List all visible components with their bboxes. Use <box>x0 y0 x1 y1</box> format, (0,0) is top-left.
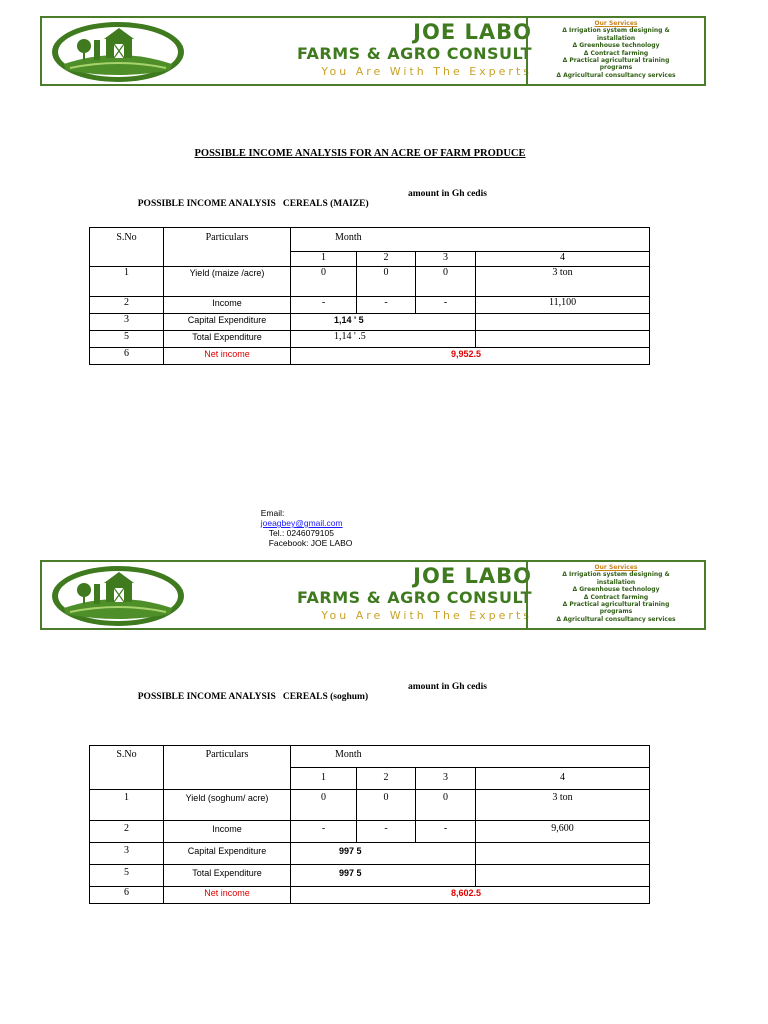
header-sno: S.No <box>90 746 164 790</box>
table-row <box>90 821 650 843</box>
service-item: installation <box>596 578 636 586</box>
cell-net-value: 8,602.5 <box>291 887 650 904</box>
facebook-text: Facebook: JOE LABO <box>268 538 353 548</box>
cell-value: 1,14 ' .5 <box>291 331 476 348</box>
row-label: Total Expenditure <box>164 865 291 887</box>
services-box <box>526 562 704 628</box>
section2-heading <box>133 682 487 712</box>
row-label: Net income <box>164 348 291 365</box>
cell-m3: 0 <box>416 267 476 297</box>
company-tagline: You Are With The Experts <box>321 609 532 622</box>
service-item: Δ Agricultural consultancy services <box>556 71 676 79</box>
cell-m3: - <box>416 297 476 314</box>
row-sno: 3 <box>90 843 164 865</box>
table-row <box>90 790 650 821</box>
services-title: Our Services <box>594 564 638 571</box>
table-row <box>90 348 650 365</box>
cell-value: 997 5 <box>291 843 476 865</box>
table-row <box>90 314 650 331</box>
header-banner <box>40 16 706 86</box>
row-sno: 5 <box>90 865 164 887</box>
services-box <box>526 18 704 84</box>
cell-m4: 3 ton <box>476 267 650 297</box>
service-item: Δ Agricultural consultancy services <box>556 615 676 623</box>
month-4: 4 <box>476 252 650 267</box>
cell-empty <box>476 865 650 887</box>
cell-m2: 0 <box>357 267 416 297</box>
section1-amount-note: amount in Gh cedis <box>408 189 487 199</box>
table-row <box>90 865 650 887</box>
month-1: 1 <box>291 768 357 790</box>
month-2: 2 <box>357 768 416 790</box>
maize-income-table <box>89 227 650 365</box>
row-label: Capital Expenditure <box>164 314 291 331</box>
row-label: Total Expenditure <box>164 331 291 348</box>
table-row <box>90 331 650 348</box>
table-row <box>90 843 650 865</box>
section2-amount-note: amount in Gh cedis <box>408 682 487 692</box>
company-name: JOE LABO <box>413 20 532 44</box>
service-item: programs <box>599 64 633 72</box>
company-tagline: You Are With The Experts <box>321 65 532 78</box>
cell-m2: - <box>357 297 416 314</box>
farm-logo-icon <box>50 564 186 628</box>
service-item: Δ Greenhouse technology <box>572 42 660 50</box>
cell-m1: 0 <box>291 790 357 821</box>
cell-empty <box>476 314 650 331</box>
tel-text: Tel.: 0246079105 <box>268 528 334 538</box>
month-3: 3 <box>416 768 476 790</box>
row-label: Capital Expenditure <box>164 843 291 865</box>
section1-heading-text: POSSIBLE INCOME ANALYSIS CEREALS (MAIZE) <box>137 199 369 209</box>
row-label: Yield (maize /acre) <box>164 267 291 297</box>
cell-m4: 11,100 <box>476 297 650 314</box>
soghum-income-table <box>89 745 650 904</box>
row-sno: 3 <box>90 314 164 331</box>
service-item: Δ Irrigation system designing & <box>562 27 670 35</box>
cell-empty <box>476 331 650 348</box>
month-1: 1 <box>291 252 357 267</box>
table-row <box>90 887 650 904</box>
header-month: Month <box>291 746 650 768</box>
service-item: installation <box>596 34 636 42</box>
cell-m4: 9,600 <box>476 821 650 843</box>
row-sno: 6 <box>90 887 164 904</box>
header-particulars: Particulars <box>164 746 291 790</box>
header-sno: S.No <box>90 228 164 267</box>
header-particulars: Particulars <box>164 228 291 267</box>
row-label: Income <box>164 297 291 314</box>
service-item: Δ Practical agricultural training <box>562 601 670 609</box>
service-item: Δ Greenhouse technology <box>572 586 660 594</box>
cell-m3: 0 <box>416 790 476 821</box>
month-2: 2 <box>357 252 416 267</box>
row-label: Net income <box>164 887 291 904</box>
row-sno: 1 <box>90 790 164 821</box>
page-title: POSSIBLE INCOME ANALYSIS FOR AN ACRE OF FARM PRODUCE <box>194 148 526 159</box>
row-sno: 2 <box>90 297 164 314</box>
service-item: programs <box>599 608 633 616</box>
company-subtitle: FARMS & AGRO CONSULT <box>296 588 532 607</box>
contact-footer <box>256 498 352 548</box>
month-3: 3 <box>416 252 476 267</box>
cell-m2: 0 <box>357 790 416 821</box>
cell-m3: - <box>416 821 476 843</box>
brand-block <box>192 564 532 624</box>
service-item: Δ Contract farming <box>583 593 649 601</box>
email-label: Email: <box>260 508 285 518</box>
farm-logo-icon <box>50 20 186 84</box>
header-month: Month <box>291 228 650 252</box>
cell-empty <box>476 843 650 865</box>
cell-net-value: 9,952.5 <box>291 348 650 365</box>
service-item: Δ Practical agricultural training <box>562 57 670 65</box>
month-4: 4 <box>476 768 650 790</box>
cell-m1: 0 <box>291 267 357 297</box>
cell-m2: - <box>357 821 416 843</box>
row-label: Yield (soghum/ acre) <box>164 790 291 821</box>
cell-m1: - <box>291 297 357 314</box>
section1-heading <box>133 189 487 219</box>
header-banner-2 <box>40 560 706 630</box>
service-item: Δ Contract farming <box>583 49 649 57</box>
services-title: Our Services <box>594 20 638 27</box>
table-row <box>90 267 650 297</box>
row-sno: 1 <box>90 267 164 297</box>
cell-m1: - <box>291 821 357 843</box>
section2-heading-text: POSSIBLE INCOME ANALYSIS CEREALS (soghum) <box>137 692 369 702</box>
service-item: Δ Irrigation system designing & <box>562 571 670 579</box>
brand-block <box>192 20 532 80</box>
table-row <box>90 297 650 314</box>
cell-value: 1,14 ' 5 <box>291 314 476 331</box>
row-sno: 5 <box>90 331 164 348</box>
email-link[interactable]: joeagbey@gmail.com <box>260 518 343 528</box>
row-label: Income <box>164 821 291 843</box>
row-sno: 2 <box>90 821 164 843</box>
company-subtitle: FARMS & AGRO CONSULT <box>296 44 532 63</box>
row-sno: 6 <box>90 348 164 365</box>
cell-value: 997 5 <box>291 865 476 887</box>
company-name: JOE LABO <box>413 564 532 588</box>
cell-m4: 3 ton <box>476 790 650 821</box>
